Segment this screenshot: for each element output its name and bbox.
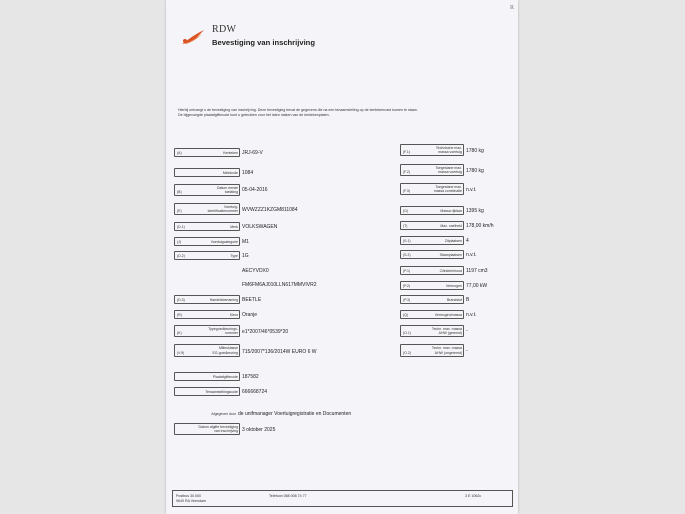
datum-eerste-value: 05-04-2016: [242, 187, 268, 193]
field-label: Voertuig-: [223, 204, 238, 209]
field-label: Voertuigcategorie: [210, 239, 238, 244]
field-label: Handelsbenaming: [209, 297, 238, 302]
field-code: (D.2): [177, 253, 185, 258]
field-code: (P.3): [403, 297, 411, 302]
meldcode-value: 1084: [242, 169, 254, 176]
footer-reference: 3 E 1062c: [465, 494, 482, 498]
f3-value: n.v.t.: [466, 187, 477, 193]
field-label: Tenaamstellingscode: [205, 389, 238, 394]
field-label: massa voertuig: [438, 150, 462, 154]
t-value: 178,00 km/h: [466, 222, 494, 229]
field-label: Merk: [230, 224, 238, 229]
variant-value: AECYVDX0: [242, 267, 269, 274]
field-code: (P.2): [403, 283, 411, 288]
p2-value: 77,00 kW: [466, 282, 488, 289]
field-label: Cilinderinhoud: [439, 268, 462, 273]
type-value: 1G: [242, 252, 249, 259]
field-label: EG-goedkeuring: [212, 350, 238, 355]
q-value: n.v.t.: [466, 311, 477, 318]
field-label: massa voertuig: [438, 170, 462, 174]
field-code: (S.2): [403, 252, 411, 257]
field-label: Staanplaatsen: [439, 252, 462, 257]
kenteken-value: JRJ-69-V: [242, 149, 263, 156]
kleur-value: Oranje: [242, 311, 258, 318]
field-label: Datum afgifte bevestiging: [198, 424, 238, 429]
field-label: Vermogen/massa: [434, 312, 462, 317]
field-code: (O.1): [403, 331, 411, 335]
field-code: (P.1): [403, 268, 411, 273]
s2-value: n.v.t.: [466, 251, 477, 258]
field-code: (V.9): [177, 350, 185, 355]
registration-document: [166, 0, 518, 514]
field-label: Milieuklasse: [218, 346, 238, 350]
field-code: (T): [403, 223, 408, 228]
field-code: (S.1): [403, 238, 411, 243]
field-label: nummer: [225, 331, 238, 335]
footer: [172, 490, 513, 507]
uitvoering-value: FM6FM6AJ010LLN617MMVIVR2: [242, 281, 317, 288]
field-label: Datum eerste: [216, 185, 238, 190]
field-label: AHW (ongeremd): [434, 350, 462, 355]
intro-line-1: Hierbij ontvangt u de bevestiging van inschrijving. Deze bevestiging bevat de gegevens die na een tenaamstelling op de kentekencard komen te staan.: [178, 108, 418, 112]
rdw-logo: [180, 28, 206, 46]
field-label: toelating: [224, 190, 238, 194]
field-code: (A): [177, 150, 182, 155]
o1-value: -: [466, 328, 468, 334]
vin-value: WVWZZZ1KZGM811084: [242, 207, 298, 213]
tenaamstellingscode-value: 666668724: [242, 388, 268, 395]
afgegeven-value: de unifmanager Voertuigregistratie en Documenten: [238, 410, 352, 417]
typegoedkeuring-value: e1*2007/46*0539*20: [242, 329, 289, 335]
brand-name: RDW: [212, 24, 237, 35]
field-code: (F.2): [403, 170, 410, 174]
field-label: Afgegeven door: [211, 411, 236, 416]
f2-value: 1780 kg: [466, 168, 484, 174]
field-label: Technische max.: [435, 145, 462, 150]
field-code: (B): [177, 190, 182, 194]
field-label: identificatienummer: [207, 209, 238, 213]
footer-postbus: Postbus 30.000: [176, 494, 201, 498]
field-label: AHW (geremd): [438, 331, 462, 335]
footer-city: 9640 RA Veendam: [176, 499, 206, 503]
document-title: Bevestiging van inschrijving: [212, 38, 315, 47]
field-label: Techn. max. massa: [431, 346, 462, 350]
field-label: Type: [230, 253, 238, 258]
merk-value: VOLKSWAGEN: [242, 223, 278, 230]
field-code: (D.1): [177, 224, 185, 229]
handelsbenaming-value: BEETLE: [242, 296, 262, 303]
field-label: Toegestane max.: [435, 184, 462, 189]
milieuklasse-value: 715/2007*136/2014W EURO 6 W: [242, 349, 317, 355]
field-label: Kleur: [229, 312, 238, 317]
field-label: Plaatafgiftecode: [212, 374, 238, 379]
field-code: (E): [177, 209, 182, 213]
field-label: massa combinatie: [433, 189, 462, 193]
intro-line-2: De bijgevoegde plaatafgiftecode kunt u gebruiken voor het laten maken van de kentekenplaten.: [178, 113, 330, 117]
plaatafgiftecode-value: 187582: [242, 373, 259, 380]
p1-value: 1197 cm3: [466, 267, 488, 274]
field-code: (K): [177, 331, 182, 335]
field-label: Max. snelheid: [440, 223, 462, 228]
field-label: Kenteken: [223, 150, 238, 155]
field-label: van inschrijving: [214, 429, 238, 433]
field-label: Brandstof: [447, 297, 462, 302]
field-code: (R): [177, 312, 182, 317]
field-label: Typegoedkeurings-: [208, 326, 238, 331]
field-label: Toegestane max.: [435, 165, 462, 170]
s1-value: 4: [466, 237, 469, 244]
field-code: (J): [177, 239, 182, 244]
p3-value: B: [466, 296, 470, 303]
corner-mark: R: [510, 5, 515, 11]
field-label: Techn. max. massa: [431, 326, 462, 331]
field-label: Massa rijklaar: [440, 208, 462, 213]
field-code: (F.1): [403, 150, 410, 154]
field-label: Meldcode: [222, 170, 238, 175]
field-label: Vermogen: [446, 283, 462, 288]
field-label: Zitplaatsen: [444, 238, 462, 243]
footer-phone: Telefoon 088 008 74 77: [269, 494, 307, 498]
field-code: (O.2): [403, 350, 411, 355]
field-code: (D.3): [177, 297, 185, 302]
categorie-value: M1: [242, 238, 249, 245]
datum-afgifte-value: 3 oktober 2025: [242, 427, 276, 433]
field-code: (F.3): [403, 189, 410, 193]
field-code: (Q): [403, 312, 409, 317]
o2-value: -: [466, 348, 468, 354]
field-code: (G): [403, 208, 409, 213]
f1-value: 1780 kg: [466, 148, 484, 154]
g-value: 1395 kg: [466, 207, 484, 214]
